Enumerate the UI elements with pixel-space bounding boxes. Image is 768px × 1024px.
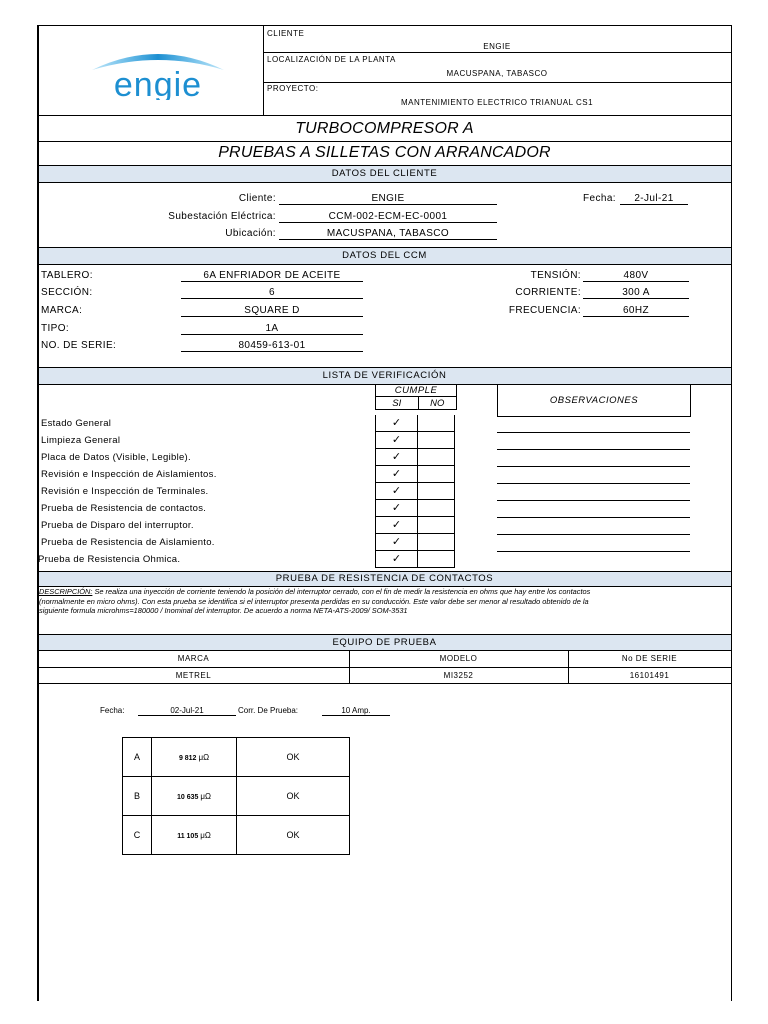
resultado-cell: OK (237, 738, 350, 777)
check-grid (375, 384, 457, 410)
no-header: NO (418, 397, 456, 410)
ubicacion-value: MACUSPANA, TABASCO (279, 228, 497, 240)
valor-text: 10 635 (176, 793, 199, 801)
cliente-label: CLIENTE (267, 29, 305, 38)
check-no-cell[interactable] (417, 534, 455, 551)
verificacion-item: Estado General (41, 418, 112, 429)
title-pruebas: PRUEBAS A SILLETAS CON ARRANCADOR (218, 144, 551, 161)
valor-cell (152, 738, 237, 777)
document-page (37, 25, 732, 1001)
engie-logo (78, 40, 238, 100)
cliente-field-value: ENGIE (279, 193, 497, 205)
corriente-prueba-value: 10 Amp. (322, 706, 390, 716)
fase-cell: C (123, 816, 152, 855)
observacion-line[interactable] (497, 432, 690, 433)
descripcion-line-2: (normalmente en micro ohms). Con esta prueba se identifica si el interruptor presenta perdidas en su conducción. Este valor debe ser menor al resultado obtenido de la (39, 596, 589, 606)
unit-text: μΩ (198, 752, 210, 762)
equipo-heading: EQUIPO DE PRUEBA (38, 634, 731, 651)
tipo-value: 1A (181, 323, 363, 335)
title-turbocompresor: TURBOCOMPRESOR A (295, 120, 474, 137)
datos-ccm-heading: DATOS DEL CCM (38, 247, 731, 265)
verificacion-item: Prueba de Resistencia Ohmica. (38, 554, 181, 565)
verificacion-item: Prueba de Disparo del interruptor. (41, 520, 194, 531)
cliente-value: ENGIE (483, 42, 511, 51)
equipo-marca-header: MARCA (177, 654, 210, 663)
localizacion-value: MACUSPANA, TABASCO (446, 69, 548, 78)
cliente-field-label: Cliente: (238, 193, 276, 204)
check-si-cell[interactable]: ✓ (375, 415, 418, 432)
si-header: SI (376, 397, 419, 410)
resultado-row (123, 816, 350, 855)
resultado-row (123, 738, 350, 777)
check-si-cell[interactable]: ✓ (375, 534, 418, 551)
observacion-line[interactable] (497, 483, 690, 484)
tension-value: 480V (583, 270, 689, 282)
marca-value: SQUARE D (181, 305, 363, 317)
seccion-label: SECCIÓN: (41, 287, 93, 298)
prueba-fecha-value: 02-Jul-21 (138, 706, 236, 716)
valor-text: 11 105 (177, 832, 199, 840)
equipo-modelo-header: MODELO (439, 654, 478, 663)
prueba-fecha-label: Fecha: (100, 706, 125, 715)
tension-label: TENSIÓN: (530, 270, 581, 281)
frecuencia-value: 60HZ (583, 305, 689, 317)
serie-value: 80459-613-01 (181, 340, 363, 352)
resultado-cell: OK (237, 777, 350, 816)
serie-label: NO. DE SERIE: (41, 340, 117, 351)
verificacion-item: Revisión e Inspección de Terminales. (41, 486, 209, 497)
corriente-label: CORRIENTE: (515, 287, 581, 298)
seccion-value: 6 (181, 287, 363, 299)
verificacion-heading: LISTA DE VERIFICACIÓN (38, 367, 731, 385)
check-no-cell[interactable] (417, 551, 455, 568)
verificacion-item: Placa de Datos (Visible, Legible). (41, 452, 191, 463)
observacion-line[interactable] (497, 500, 690, 501)
valor-text: 9 812 (178, 754, 197, 762)
proyecto-label: PROYECTO: (267, 84, 319, 93)
unit-text: μΩ (200, 791, 211, 801)
resultados-table (122, 737, 350, 855)
check-no-cell[interactable] (417, 500, 455, 517)
check-no-cell[interactable] (417, 415, 455, 432)
resultado-cell: OK (237, 816, 350, 855)
resistencia-heading: PRUEBA DE RESISTENCIA DE CONTACTOS (38, 571, 731, 587)
check-no-cell[interactable] (417, 483, 455, 500)
marca-label: MARCA: (41, 305, 83, 316)
tipo-label: TIPO: (41, 323, 70, 334)
observacion-line[interactable] (497, 517, 690, 518)
localizacion-label: LOCALIZACIÓN DE LA PLANTA (267, 55, 396, 64)
observacion-line[interactable] (497, 534, 690, 535)
verificacion-item: Revisión e Inspección de Aislamientos. (41, 469, 217, 480)
fase-cell: B (123, 777, 152, 816)
equipo-marca-value: METREL (175, 671, 212, 680)
observacion-line[interactable] (497, 551, 690, 552)
check-si-cell[interactable]: ✓ (375, 500, 418, 517)
check-si-cell[interactable]: ✓ (375, 483, 418, 500)
unit-text: μΩ (200, 830, 211, 840)
subestacion-label: Subestación Eléctrica: (168, 211, 276, 222)
observaciones-box: OBSERVACIONES (497, 384, 691, 417)
equipo-serie-value: 16101491 (629, 671, 670, 680)
cumple-header: CUMPLE (376, 385, 457, 397)
check-si-cell[interactable]: ✓ (375, 466, 418, 483)
tablero-value: 6A ENFRIADOR DE ACEITE (181, 270, 363, 282)
check-si-cell[interactable]: ✓ (375, 551, 418, 568)
equipo-serie-header: No DE SERIE (621, 654, 678, 663)
check-si-cell[interactable]: ✓ (375, 432, 418, 449)
check-si-cell[interactable]: ✓ (375, 517, 418, 534)
check-si-cell[interactable]: ✓ (375, 449, 418, 466)
descripcion-label: DESCRIPCIÓN: (39, 587, 93, 596)
descripcion-line-3: siguiente formula microhms=180000 / Inominal del interruptor. De acuerdo a norma NETA-ATS-2009/ SOM-3531 (39, 606, 408, 615)
corriente-prueba-label: Corr. De Prueba: (238, 706, 299, 715)
tablero-label: TABLERO: (41, 270, 93, 281)
verificacion-item: Limpieza General (41, 435, 121, 446)
valor-cell (152, 777, 237, 816)
subestacion-value: CCM-002-ECM-EC-0001 (279, 211, 497, 223)
fecha-value: 2-Jul-21 (620, 193, 688, 205)
check-no-cell[interactable] (417, 432, 455, 449)
descripcion-line-1: Se realiza una inyección de corriente teniendo la posición del interruptor cerrado, con el fin de medir la resistencia en ohms que hay entre los contactos (92, 587, 591, 596)
verificacion-item: Prueba de Resistencia de contactos. (41, 503, 207, 514)
resultado-row (123, 777, 350, 816)
datos-cliente-heading: DATOS DEL CLIENTE (38, 165, 731, 183)
check-no-cell[interactable] (417, 517, 455, 534)
observacion-line[interactable] (497, 449, 690, 450)
verificacion-item: Prueba de Resistencia de Aislamiento. (41, 537, 215, 548)
descripcion-text (39, 587, 729, 616)
proyecto-value: MANTENIMIENTO ELECTRICO TRIANUAL CS1 (400, 98, 594, 107)
svg-text:engie: engie (113, 66, 203, 100)
check-no-cell[interactable] (417, 449, 455, 466)
check-no-cell[interactable] (417, 466, 455, 483)
frecuencia-label: FRECUENCIA: (508, 305, 581, 316)
valor-cell (152, 816, 237, 855)
fase-cell: A (123, 738, 152, 777)
fecha-label: Fecha: (583, 193, 616, 204)
ubicacion-label: Ubicación: (225, 228, 276, 239)
observacion-line[interactable] (497, 466, 690, 467)
equipo-modelo-value: MI3252 (443, 671, 474, 680)
corriente-value: 300 A (583, 287, 689, 299)
